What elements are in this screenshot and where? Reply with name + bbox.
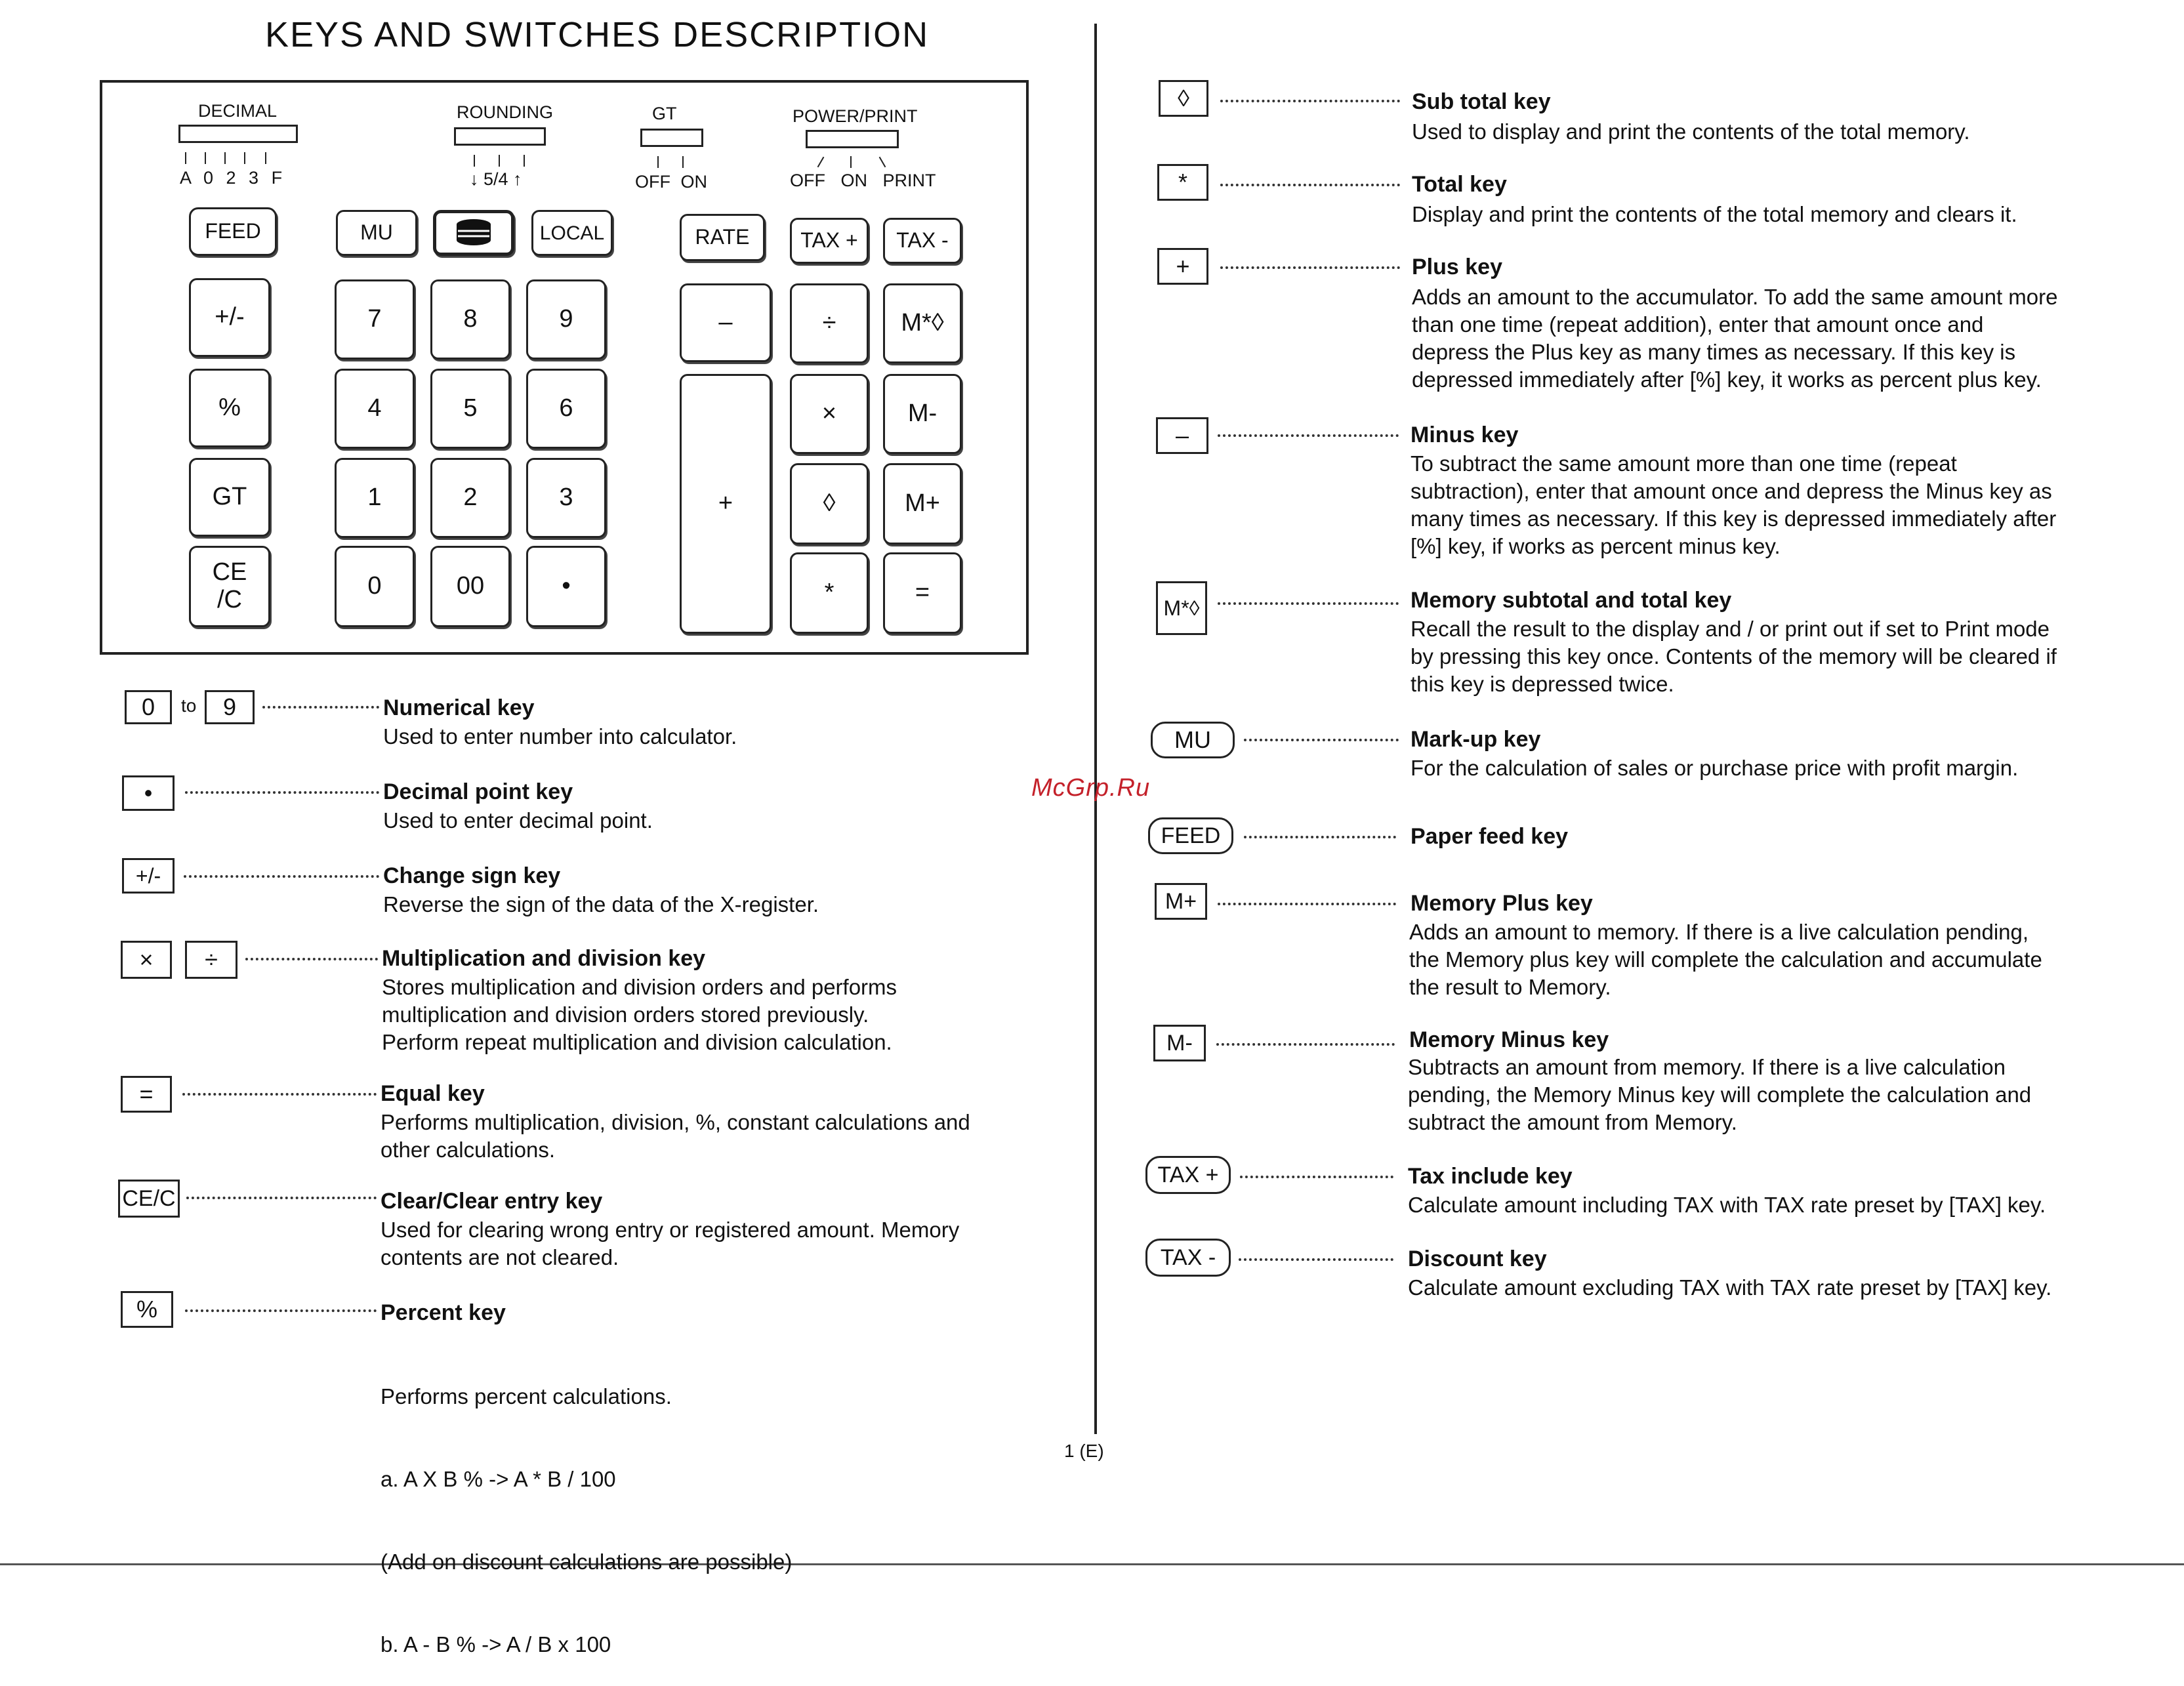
change-sign-key-icon: +/- [122,858,175,894]
memory-subtotal-total-key[interactable]: M*◊ [883,283,962,363]
change-sign-key[interactable]: +/- [189,278,270,357]
total-key-title: Total key [1412,172,1507,197]
rounding-coin-key[interactable] [433,210,514,256]
subtotal-key-icon: ◊ [1159,80,1208,117]
plus-key-icon: + [1157,248,1208,285]
gt-switch[interactable] [640,129,703,147]
key-3[interactable]: 3 [526,458,606,538]
plus-key[interactable]: + [680,374,772,634]
clear-entry-key-title: Clear/Clear entry key [381,1189,603,1214]
divide-key[interactable]: ÷ [790,283,869,363]
ce-key-label-top: CE [212,558,247,586]
percent-key-desc: Performs percent calculations. a. A X B % -> A * B / 100 (Add on discount calculations are possible) b. A - B % -> A / B x 100 [381,1384,793,1656]
clear-entry-key-desc: Used for clearing wrong entry or registered amount. Memory contents are not cleared. [381,1218,960,1269]
memory-minus-key-desc: Subtracts an amount from memory. If there is a live calculation pending, the Memory Minus key will complete the calculation and subtract the amount from Memory. [1408,1055,2032,1134]
memory-subtotal-total-key-icon: M*◊ [1156,581,1207,635]
tax-plus-key[interactable]: TAX + [790,218,869,264]
percent-key-icon: % [121,1291,173,1328]
tax-include-key-title: Tax include key [1408,1164,1573,1189]
discount-key-title: Discount key [1408,1246,1547,1271]
key-7[interactable]: 7 [335,279,415,360]
ce-c-key-icon: CE/C [118,1180,180,1218]
percent-key-title: Percent key [381,1300,506,1325]
total-key-desc: Display and print the contents of the total memory and clears it. [1412,202,2017,226]
equal-key-desc: Performs multiplication, division, %, constant calculations and other calculations. [381,1110,970,1162]
mu-key[interactable]: MU [336,210,417,256]
decimal-switch-label: DECIMAL [198,101,278,121]
memory-plus-key-icon: M+ [1155,883,1207,920]
rounding-switch-label: ROUNDING [457,102,553,122]
minus-key-desc: To subtract the same amount more than one time (repeat subtraction), enter that amount once and depress the Minus key as many times as necessary. If this key is depressed immediately after [%] key, if works as percent minus key. [1411,451,2057,558]
tax-minus-key-icon: TAX - [1145,1239,1231,1277]
page-title: KEYS AND SWITCHES DESCRIPTION [265,15,930,54]
key-2[interactable]: 2 [430,458,510,538]
numerical-key-desc: Used to enter number into calculator. [383,724,737,749]
change-sign-key-title: Change sign key [383,863,561,888]
rounding-switch[interactable] [454,127,546,146]
keyboard-panel [100,80,1029,655]
gt-switch-label: GT [652,104,677,123]
decimal-point-key-icon: • [122,775,175,811]
tax-include-key-desc: Calculate amount including TAX with TAX rate preset by [TAX] key. [1408,1193,2046,1217]
minus-key-icon: – [1156,417,1208,454]
page-number: 1 (E) [1064,1441,1104,1461]
equal-key-icon: = [121,1076,172,1113]
plus-key-title: Plus key [1412,255,1502,279]
change-sign-key-desc: Reverse the sign of the data of the X-register. [383,892,819,916]
key-4[interactable]: 4 [335,369,415,449]
minus-key[interactable]: – [680,283,772,362]
memory-plus-key-desc: Adds an amount to memory. If there is a live calculation pending, the Memory plus key will complete the calculation and accumulate the result to Memory. [1409,920,2042,999]
memory-subtotal-total-key-desc: Recall the result to the display and / or print out if set to Print mode by pressing this key once. Contents of the memory will be cleared if this key is depressed twice. [1411,617,2057,696]
numeric-nine-key-icon: 9 [205,690,255,724]
power-print-switch-positions: OFF ON PRINT [790,171,936,190]
key-6[interactable]: 6 [526,369,606,449]
multiply-key[interactable]: × [790,374,869,454]
memory-subtotal-total-key-title: Memory subtotal and total key [1411,588,1732,613]
subtotal-key-title: Sub total key [1412,89,1551,114]
feed-key[interactable]: FEED [189,207,277,256]
memory-minus-key[interactable]: M- [883,374,962,454]
memory-plus-key[interactable]: M+ [883,463,962,545]
equal-key[interactable]: = [883,552,962,634]
decimal-switch[interactable] [178,125,298,143]
multiply-key-icon: × [121,941,172,979]
key-9[interactable]: 9 [526,279,606,360]
plus-key-desc: Adds an amount to the accumulator. To add the same amount more than one time (repeat addition), enter that amount once and depress the Plus key as many times as necessary. If this key is depressed immediately after [%] key, it works as percent plus key. [1412,285,2058,392]
power-print-switch-label: POWER/PRINT [793,106,918,126]
to-connector: to [181,695,197,716]
key-8[interactable]: 8 [430,279,510,360]
mark-up-key-title: Mark-up key [1411,727,1541,752]
key-1[interactable]: 1 [335,458,415,538]
key-00[interactable]: 00 [430,546,510,627]
memory-plus-key-title: Memory Plus key [1411,891,1593,916]
mark-up-key-desc: For the calculation of sales or purchase price with profit margin. [1411,756,2019,780]
multiplication-division-key-desc: Stores multiplication and division orders and performs multiplication and division orders stored previously. Perform repeat multiplication and division calculation. [382,975,897,1054]
bottom-rule [0,1563,2184,1565]
key-0[interactable]: 0 [335,546,415,627]
multiplication-division-key-title: Multiplication and division key [382,946,706,971]
gt-key[interactable]: GT [189,458,270,537]
decimal-point-key-title: Decimal point key [383,779,573,804]
numerical-key-title: Numerical key [383,695,535,720]
gt-switch-positions: OFF ON [635,172,707,192]
total-key-icon: * [1157,164,1208,201]
key-5[interactable]: 5 [430,369,510,449]
column-divider [1094,24,1097,1434]
ce-key-label-bottom: /C [217,586,242,613]
tax-plus-key-icon: TAX + [1145,1156,1231,1194]
discount-key-desc: Calculate amount excluding TAX with TAX rate preset by [TAX] key. [1408,1275,2052,1300]
mu-key-icon: MU [1151,722,1235,758]
percent-key[interactable]: % [189,369,270,447]
subtotal-key[interactable]: ◊ [790,463,869,545]
power-print-switch[interactable] [806,130,899,148]
minus-key-title: Minus key [1411,422,1519,447]
numeric-zero-key-icon: 0 [125,690,172,724]
subtotal-key-desc: Used to display and print the contents of the total memory. [1412,119,1970,144]
total-key[interactable]: * [790,552,869,634]
rounding-switch-positions: ↓ 5/4 ↑ [470,169,522,189]
equal-key-title: Equal key [381,1081,485,1106]
decimal-point-key-desc: Used to enter decimal point. [383,808,653,833]
local-key[interactable]: LOCAL [531,210,613,256]
ce-c-key[interactable] [189,546,270,627]
tax-minus-key[interactable]: TAX - [883,218,962,264]
decimal-point-key[interactable]: • [526,546,606,627]
memory-minus-key-title: Memory Minus key [1409,1027,1609,1052]
memory-minus-key-icon: M- [1153,1025,1206,1061]
paper-feed-key-title: Paper feed key [1411,824,1569,849]
watermark: McGrp.Ru [1031,774,1151,802]
feed-key-icon: FEED [1148,817,1233,854]
coin-stack-icon [453,218,494,248]
divide-key-icon: ÷ [185,941,237,979]
decimal-switch-positions: A 0 2 3 F [180,168,283,188]
rate-key[interactable]: RATE [680,214,765,261]
